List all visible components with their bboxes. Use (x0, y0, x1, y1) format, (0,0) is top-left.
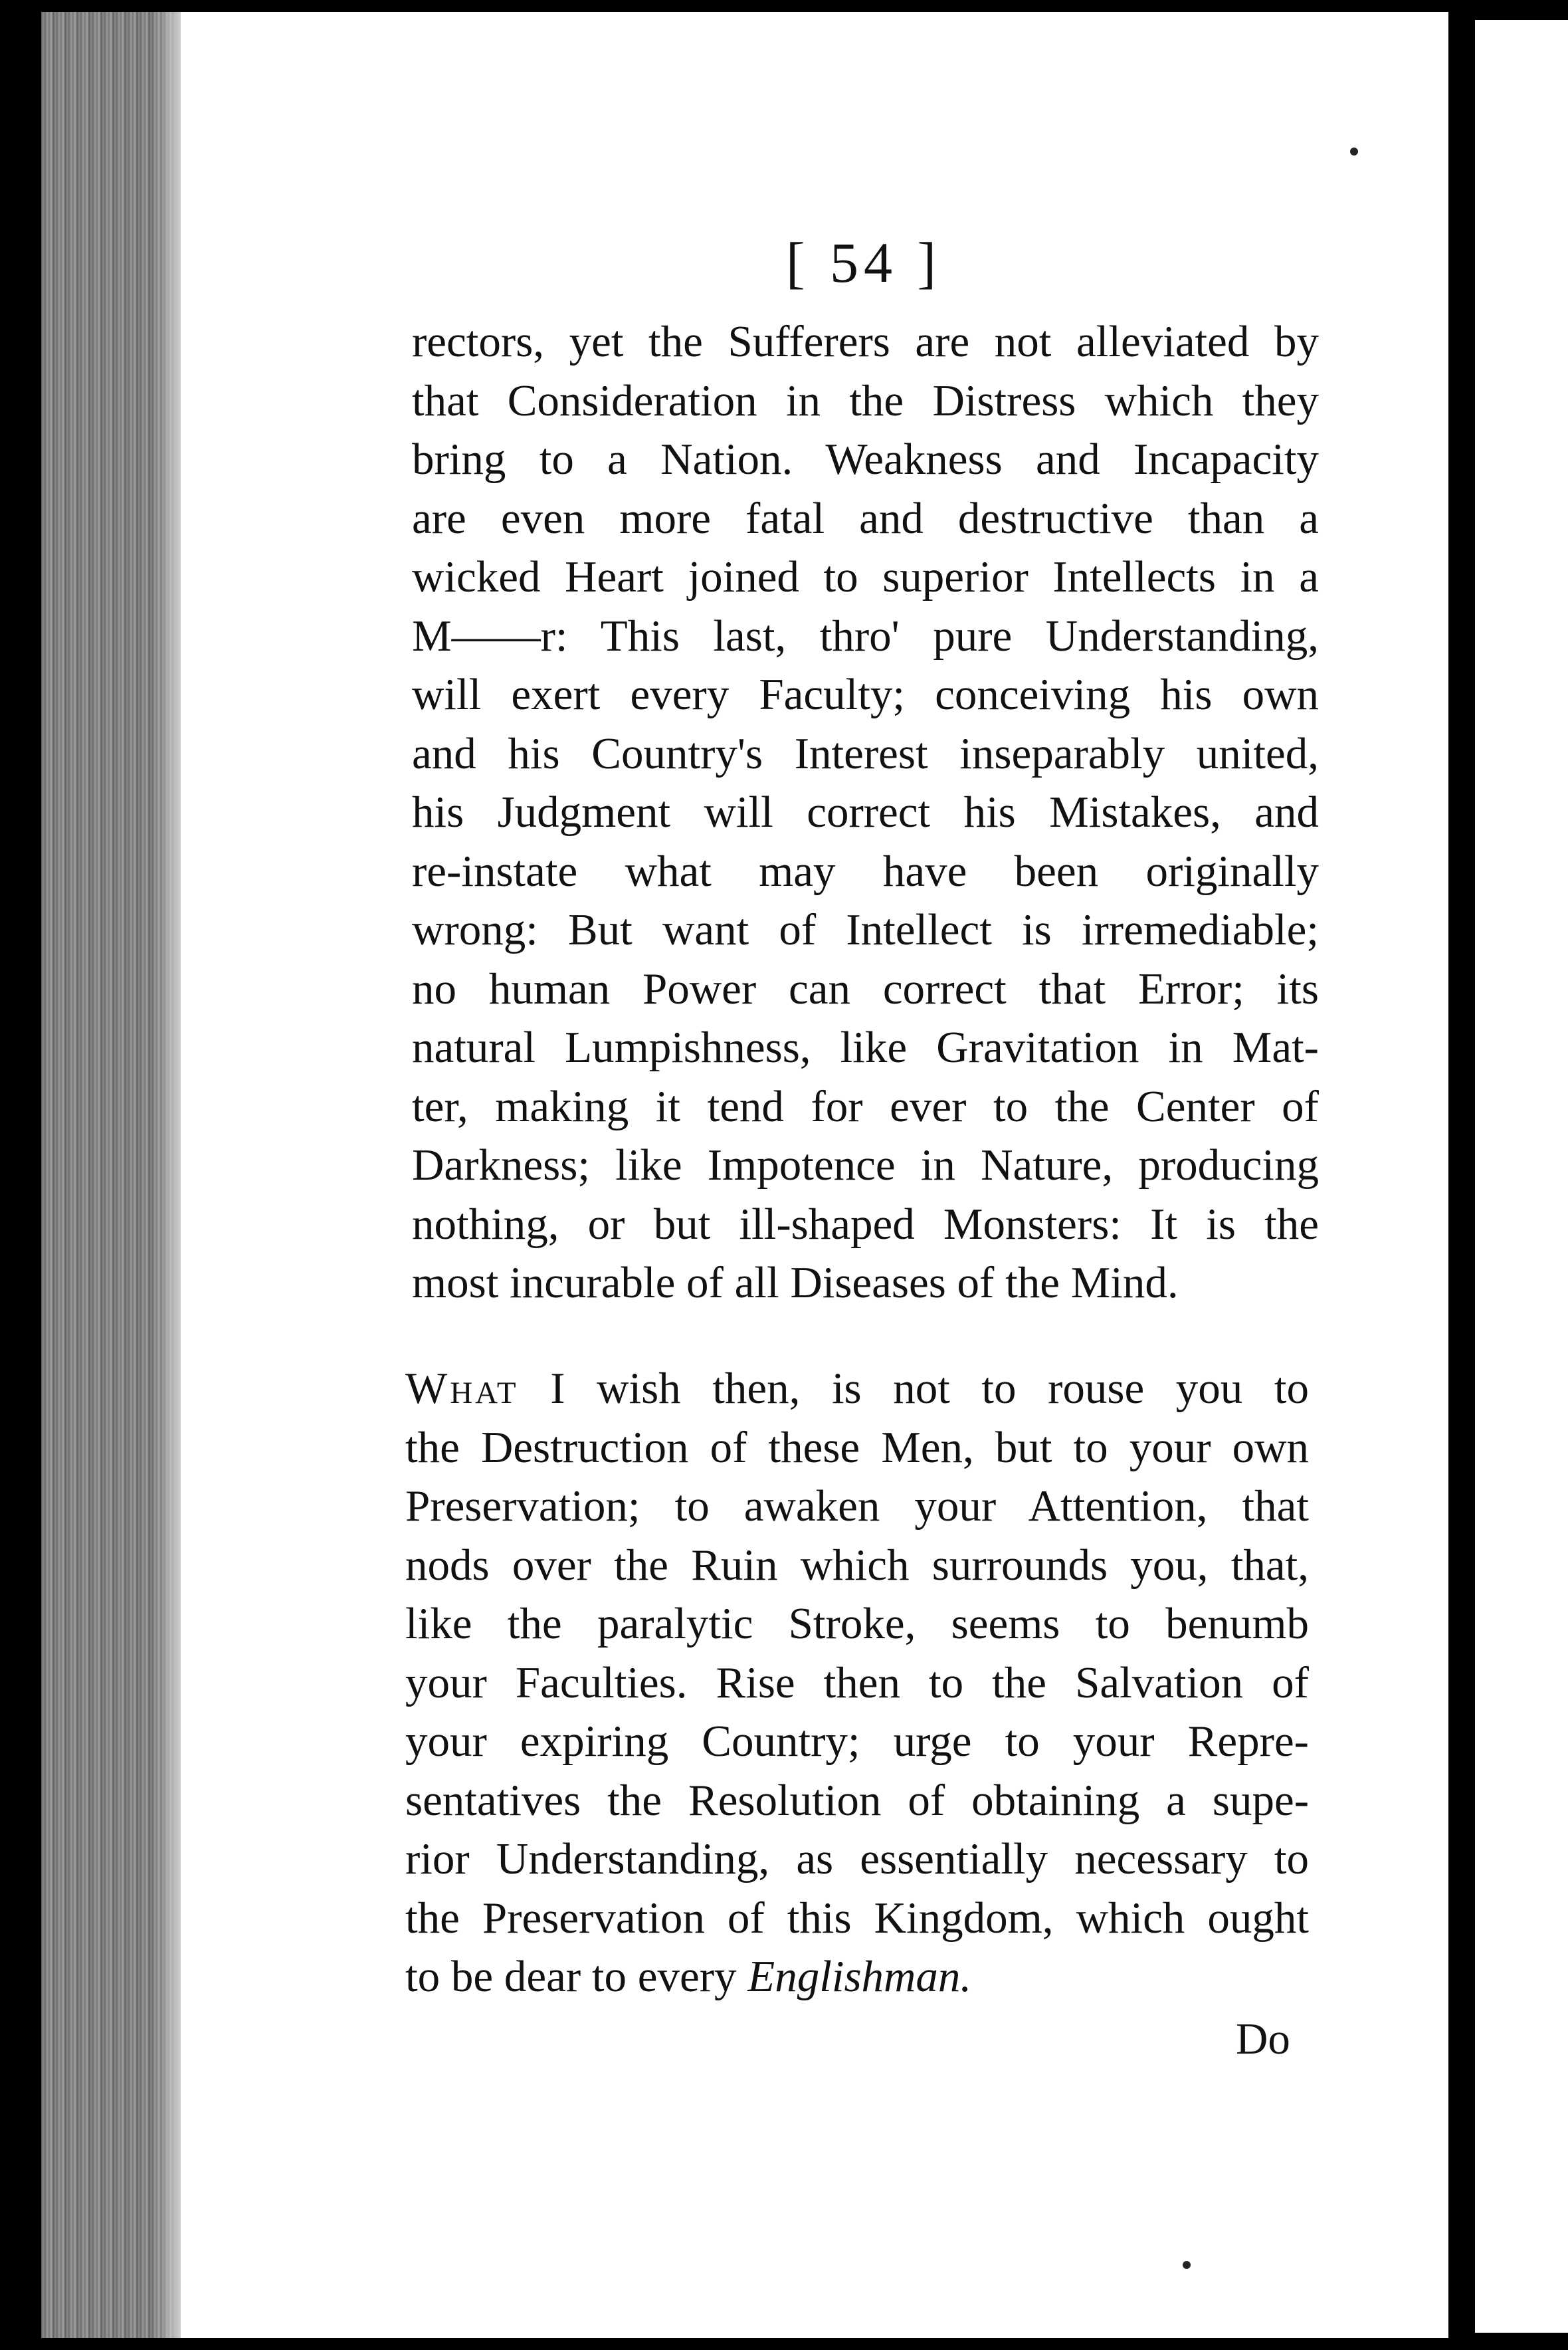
text-line: bring to a Nation. Weakness and Incapacity (412, 435, 1319, 484)
text-line: and his Country's Interest inseparably united, (412, 728, 1319, 778)
text-line: that Consideration in the Distress which they (412, 375, 1319, 425)
adjacent-page-edge (1475, 20, 1568, 2333)
text-line: like the paralytic Stroke, seems to benumb (405, 1599, 1309, 1648)
text-line: natural Lumpishness, like Gravitation in Mat- (412, 1023, 1319, 1072)
text-line: rior Understanding, as essentially necessary to (405, 1834, 1309, 1883)
text-line: are even more fatal and destructive than a (412, 493, 1319, 543)
text-line: rectors, yet the Sufferers are not alleviated by (412, 317, 1319, 366)
text-line (405, 1359, 1309, 1418)
body-text-continued (405, 1359, 1309, 2006)
page-gutter (1448, 12, 1475, 2338)
catchword: Do (1236, 2014, 1290, 2064)
text-line: your expiring Country; urge to your Repre- (405, 1717, 1309, 1766)
text-line: will exert every Faculty; conceiving his own (412, 670, 1319, 719)
text-line: wicked Heart joined to superior Intellects in a (412, 552, 1319, 601)
text-line: most incurable of all Diseases of the Mind. (412, 1258, 1179, 1307)
text-line: re-instate what may have been originally (412, 846, 1319, 896)
text-line: no human Power can correct that Error; its (412, 964, 1319, 1014)
ink-speck (1350, 148, 1358, 156)
book-fore-edge (41, 12, 181, 2338)
paragraph-lead-word: What (405, 1364, 519, 1413)
ink-speck (1183, 2261, 1191, 2269)
text-line: wrong: But want of Intellect is irremediable; (412, 905, 1319, 954)
text-line (405, 1947, 1309, 2006)
text-line: the Destruction of these Men, but to your own (405, 1422, 1309, 1472)
paragraph (405, 1359, 1309, 2006)
text-line: nods over the Ruin which surrounds you, that, (405, 1540, 1309, 1590)
page-number: [ 54 ] (785, 231, 942, 294)
text-line: Preservation; to awaken your Attention, that (405, 1481, 1309, 1531)
text-line: your Faculties. Rise then to the Salvation of (405, 1657, 1309, 1707)
text-fragment: to be dear to every (405, 1952, 737, 2001)
text-line: M——r: This last, thro' pure Understanding, (412, 611, 1319, 661)
italic-word: Englishman. (747, 1952, 972, 2001)
text-line: nothing, or but ill-shaped Monsters: It is the (412, 1199, 1319, 1249)
text-line: ter, making it tend for ever to the Center of (412, 1081, 1319, 1131)
text-line: Darkness; like Impotence in Nature, producing (412, 1140, 1319, 1190)
text-fragment: I wish then, is not to rouse you to (550, 1364, 1310, 1413)
text-line: his Judgment will correct his Mistakes, and (412, 788, 1319, 837)
text-line: the Preservation of this Kingdom, which ought (405, 1893, 1309, 1943)
text-line: sentatives the Resolution of obtaining a supe- (405, 1775, 1309, 1825)
paragraph (412, 312, 1319, 1313)
body-text (412, 312, 1319, 1313)
